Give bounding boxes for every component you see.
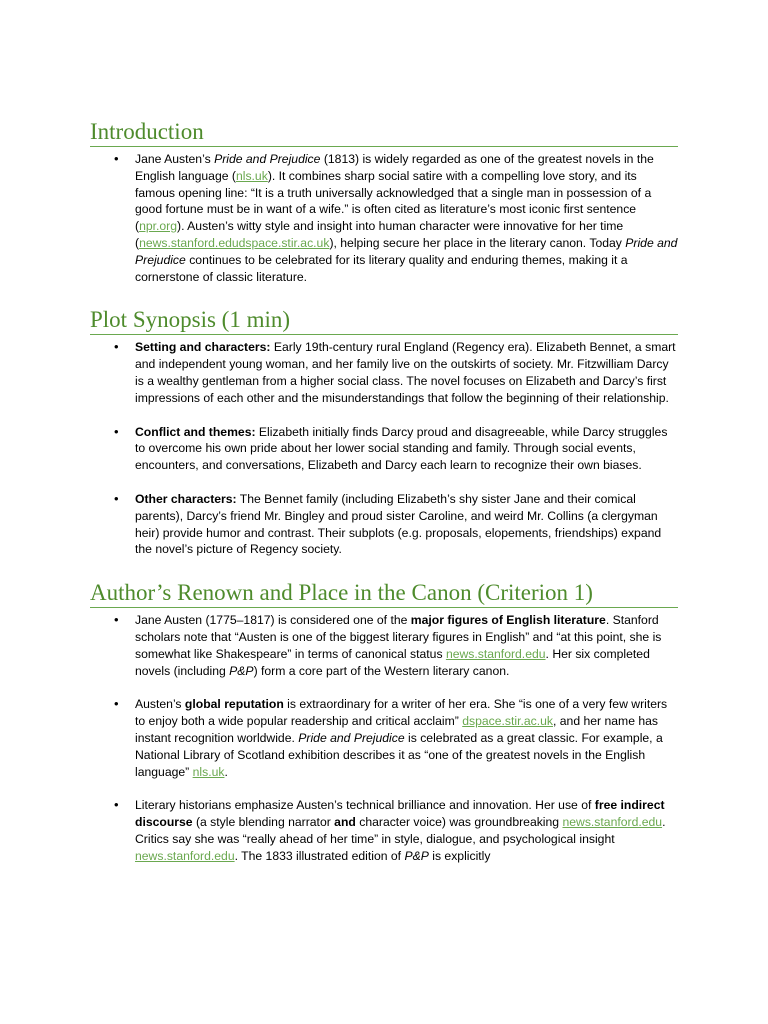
source-link[interactable]: npr.org — [139, 219, 178, 234]
source-link[interactable]: news.stanford.edu — [562, 815, 663, 830]
section-heading: Author’s Renown and Place in the Canon (Criterion 1) — [90, 579, 678, 608]
source-link[interactable]: nls.uk — [192, 764, 225, 779]
bold-text: major figures of English literature — [410, 613, 606, 628]
section-heading: Plot Synopsis (1 min) — [90, 306, 678, 335]
source-link[interactable]: dspace.stir.ac.uk — [462, 714, 553, 729]
body-text: (a style blending narrator — [192, 815, 335, 830]
body-text: , and her name has instant recognition worldwide. — [135, 714, 659, 745]
body-text: ), helping secure her place in the literary canon. Today — [329, 235, 626, 250]
bullet-item — [135, 491, 678, 558]
bold-text: Setting and characters: — [135, 340, 271, 355]
bullet-item — [135, 696, 678, 780]
bold-text: and — [334, 815, 356, 830]
body-text: The Bennet family (including Elizabeth’s shy sister Jane and their comical parents), Darcy’s friend Mr. Bingley and proud sister Caroline, and weird Mr. Collins (a clergyman heir) provide humor and contrast. Their subplots (e.g. proposals, elopements, friendships) expand the novel’s picture of Regency society. — [135, 491, 662, 557]
source-link[interactable]: news.stanford.edu — [135, 848, 235, 863]
bold-text: Other characters: — [135, 491, 237, 506]
source-link[interactable]: news.stanford.edudspace.stir.ac.uk — [139, 235, 330, 250]
italic-text: Pride and Prejudice — [214, 152, 321, 166]
bullet-item — [135, 424, 678, 474]
source-link[interactable]: news.stanford.edu — [445, 646, 546, 661]
body-text: . Her six completed novels (including — [135, 646, 650, 678]
body-text: . The 1833 illustrated edition of — [234, 848, 405, 863]
section-introduction — [90, 118, 678, 285]
body-text: is extraordinary for a writer of her era. She “is one of a very few writers to enjoy both a wide popular readership and critical acclaim” — [135, 697, 668, 729]
body-text: Early 19th-century rural England (Regency era). Elizabeth Bennet, a smart and independent young woman, and her family live on the outskirts of society. Mr. Fitzwilliam Darcy is a wealthy gentleman from a higher social class. The novel focuses on Elizabeth and Darcy’s first impressions of each other and the misunderstandings that follow the beginning of their relationship. — [135, 340, 676, 405]
body-text: Literary historians emphasize Austen’s technical brilliance and innovation. Her use of — [135, 798, 595, 813]
body-text: . Stanford scholars note that “Austen is one of the biggest literary figures in English” and “at this point, she is somewhat like Shakespeare” in terms of canonical status — [135, 613, 662, 661]
section-authors-renown — [90, 579, 678, 864]
body-text: ). It combines sharp social satire with a compelling love story, and its famous opening line: “It is a truth universally acknowledged that a single man in possession of a good fortune must be in want of a wife.” is often cited as literature’s most iconic first sentence ( — [135, 168, 652, 234]
bullet-list — [90, 339, 678, 558]
bold-text: free indirect discourse — [135, 798, 665, 830]
body-text: is explicitly — [428, 848, 491, 863]
body-text: Elizabeth initially finds Darcy proud and disagreeable, while Darcy struggles to overcome his own pride about her lower social standing and family. Through social events, encounters, and conversations, Elizabeth and Darcy each learn to recognize their own biases. — [135, 424, 668, 473]
italic-text: P&P — [229, 663, 254, 678]
body-text: ). Austen’s witty style and insight into human character were innovative for her time ( — [135, 219, 624, 250]
bold-text: Conflict and themes: — [135, 424, 256, 439]
bullet-list — [90, 612, 678, 864]
body-text: Jane Austen (1775–1817) is considered one of the — [135, 613, 411, 628]
body-text: (1813) is widely regarded as one of the greatest novels in the English language ( — [135, 152, 654, 183]
bullet-item — [135, 797, 678, 864]
bullet-item — [135, 151, 678, 285]
italic-text: Pride and Prejudice — [298, 730, 405, 745]
bullet-item — [135, 339, 678, 406]
body-text: continues to be celebrated for its literary quality and enduring themes, making it a cornerstone of classic literature. — [135, 252, 628, 284]
bold-text: global reputation — [184, 697, 284, 712]
body-text: . Critics say she was “really ahead of her time” in style, dialogue, and psychological insight — [135, 815, 666, 846]
bullet-list — [90, 151, 678, 285]
section-heading: Introduction — [90, 118, 678, 147]
body-text: character voice) was groundbreaking — [355, 815, 563, 830]
body-text: is celebrated as a great classic. For example, a National Library of Scotland exhibition describes it as “one of the greatest novels in the English language” — [135, 730, 663, 779]
italic-text: Pride and Prejudice — [135, 235, 678, 267]
body-text: ) form a core part of the Western literary canon. — [253, 663, 510, 678]
body-text: Jane Austen’s — [135, 152, 215, 166]
body-text: . — [224, 764, 228, 779]
source-link[interactable]: nls.uk — [235, 168, 268, 183]
bullet-item — [135, 612, 678, 679]
body-text: Austen’s — [135, 697, 185, 712]
italic-text: P&P — [404, 848, 429, 863]
section-plot-synopsis — [90, 306, 678, 558]
